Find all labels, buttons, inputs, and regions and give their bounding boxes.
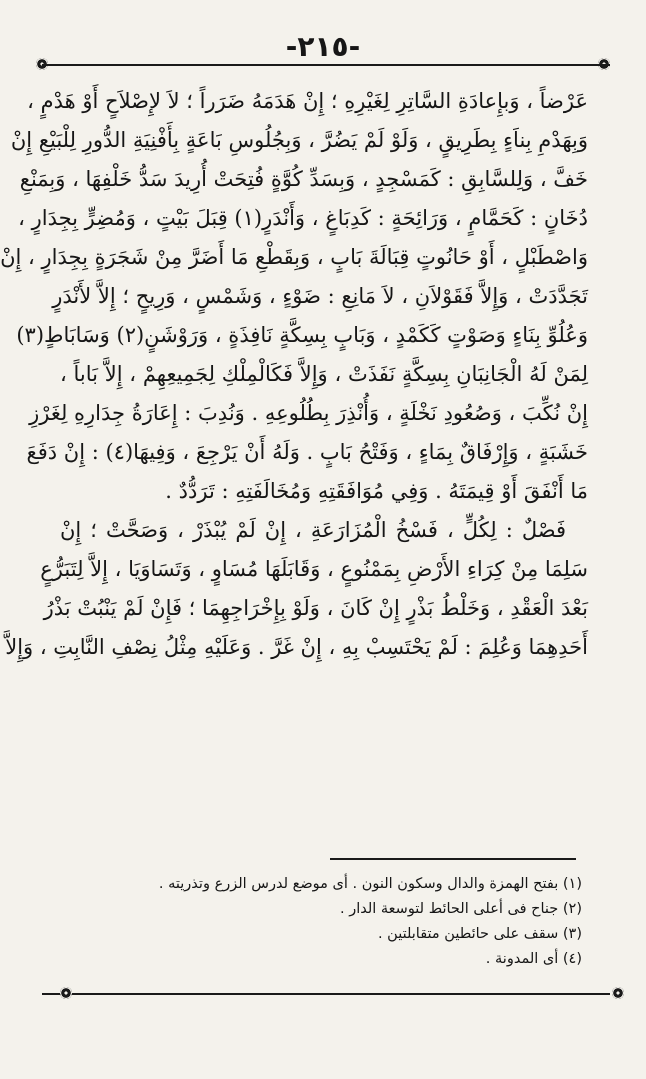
footnotes [150, 872, 582, 972]
body-line: إِنْ نُكِّبَ ، وَصُعُودِ نَخْلَةٍ ، وَأُنْذِرَ بِطُلُوعِهِ . وَنُدِبَ : إِعَارَةُ جِدَارِهِ لِغَرْزِ [29, 401, 588, 425]
body-text [0, 82, 588, 667]
body-line: وَاصْطَبْلٍ ، أَوْ حَانُوتٍ قِبَالَةَ بَابٍ ، وَبِقَطْعِ مَا أَضَرَّ مِنْ شَجَرَةٍ بِجِدَارٍ ، إِنْ [0, 245, 588, 269]
body-line: وَبِهَدْمِ بِناَءٍ بِطَرِيقٍ ، وَلَوْ لَمْ يَضُرَّ ، وَبِجُلُوسِ بَاعَةٍ بِأَفْنِيَةِ الدُّورِ لِلْبَيْعِ إِنْ [10, 128, 588, 152]
body-line: تَجَدَّدَتْ ، وَإِلاَّ فَقَوْلاَنِ ، لاَ مَانِعِ : ضَوْءٍ ، وَشَمْسٍ ، وَرِيحٍ ؛ إِلاَّ لأَنْدَرٍ [52, 284, 588, 308]
body-line: خَشَبَةٍ ، وَإِرْفَاقٌ بِمَاءٍ ، وَفَتْحُ بَابٍ . وَلَهُ أَنْ يَرْجِعَ ، وَفِيهَا(٤) : إِنْ دَفَعَ [26, 440, 588, 464]
corner-ornament-bottom-left [60, 987, 72, 999]
body-line: خَفَّ ، وَلِلسَّابِقِ : كَمَسْجِدٍ ، وَبِسَدِّ كُوَّةٍ فُتِحَتْ أُرِيدَ سَدُّ خَلْفِهَا ، وَبِمَنْعِ [19, 167, 588, 191]
body-line: أَحَدِهِمَا وَعُلِمَ : لَمْ يَحْتَسِبْ بِهِ ، إِنْ غَرَّ . وَعَلَيْهِ مِثْلُ نِصْفِ النَّابِتِ ، وَإِلاَّ [5, 635, 588, 659]
footnote: (٣) سقف على حائطين متقابلتين . [377, 926, 582, 942]
body-line: سَلِمَا مِنْ كِرَاءِ الأَرْضِ بِمَمْنُوعٍ ، وَقَابَلَهَا مُسَاوٍ ، وَتَسَاوَيَا ، إِلاَّ لِتَبَرُّعٍ [40, 557, 588, 581]
corner-ornament-bottom-right [612, 987, 624, 999]
body-line: عَرْضاً ، وَبإِعادَةِ السَّاتِرِ لِغَيْرِهِ ؛ إِنْ هَدَمَهُ ضَرَراً ؛ لاَ لإِصْلاَحٍ أَوْ هَدْمٍ ، [27, 89, 588, 113]
body-line: مَا أَنْفَقَ أَوْ قِيمَتَهُ . وَفِي مُوَافَقَتِهِ وَمُخَالَفَتِهِ : تَرَدُّدٌ . [165, 479, 588, 503]
body-line: بَعْدَ الْعَقْدِ ، وَخَلْطُ بَذْرٍ إِنْ كَانَ ، وَلَوْ بِإِخْرَاجِهِمَا ؛ فَإِنْ لَمْ يَنْبُتْ بَذْرُ [43, 596, 588, 620]
page-number: -٢١٥- [285, 30, 361, 63]
body-line: وَعُلُوِّ بِنَاءٍ وَصَوْتٍ كَكَمْدٍ ، وَبَابٍ بِسِكَّةٍ نَافِذَةٍ ، وَرَوْشَنٍ(٢) وَسَابَاطٍ(٣) [16, 323, 588, 347]
body-line: لِمَنْ لَهُ الْجَانِبَانِ بِسِكَّةٍ نَفَذَتْ ، وَإِلاَّ فَكَالْمِلْكِ لِجَمِيعِهِمْ ، إِلاَّ بَاباً ، [60, 362, 588, 386]
footnote-separator [330, 858, 576, 860]
top-rule [42, 64, 610, 66]
bottom-rule [42, 993, 610, 995]
body-line: دُخَانٍ : كَحَمَّامٍ ، وَرَائِحَةٍ : كَدِبَاغٍ ، وَأَنْدَرٍ(١) قِبَلَ بَيْتٍ ، وَمُضِرٍّ بِجِدَارٍ ، [18, 206, 588, 230]
section-heading-line: فَصْلٌ : لِكُلٍّ ، فَسْخُ الْمُزَارَعَةِ ، إِنْ لَمْ يُبْذَرْ ، وَصَحَّتْ ؛ إِنْ [60, 518, 566, 542]
footnote: (١) بفتح الهمزة والدال وسكون النون . أى موضع لدرس الزرع وتذريته . [158, 876, 582, 892]
footnote: (٢) جناح فى أعلى الحائط لتوسعة الدار . [339, 901, 582, 917]
footnote: (٤) أى المدونة . [485, 951, 582, 967]
